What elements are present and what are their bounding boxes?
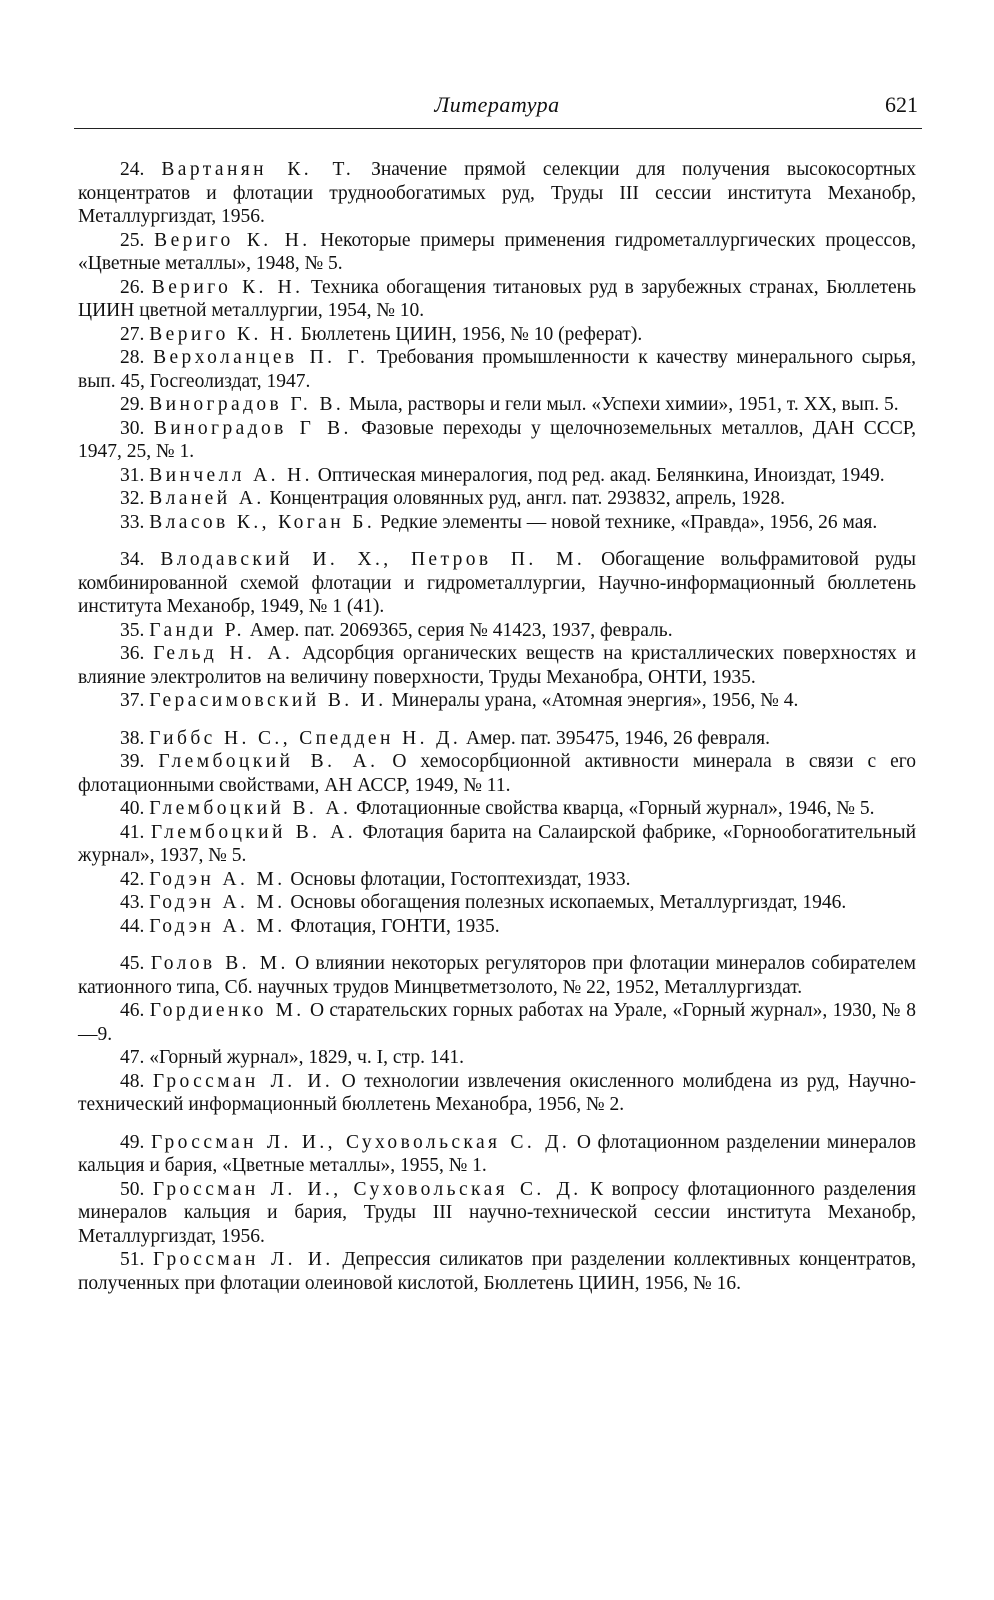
reference-number: 33. xyxy=(120,511,145,533)
reference-number: 48. xyxy=(120,1070,145,1092)
reference-text: Минералы урана, «Атомная энергия», 1956, № 4. xyxy=(391,690,799,711)
reference-item xyxy=(78,511,916,535)
reference-number: 39. xyxy=(120,751,145,772)
reference-authors: Годэн А. М. xyxy=(149,868,286,890)
reference-text: Мыла, растворы и гели мыл. «Успехи химии», 1951, т. XX, вып. 5. xyxy=(349,394,899,415)
reference-item xyxy=(78,999,916,1046)
reference-text: О флотационном разделении минералов кальция и бария, «Цветные металлы», 1955, № 1. xyxy=(78,1131,917,1176)
page-header xyxy=(76,92,918,132)
reference-text: Требования промышленности к качеству минерального сырья, вып. 45, Госгеолиздат, 1947. xyxy=(78,347,917,392)
reference-text: Флотационные свойства кварца, «Горный журнал», 1946, № 5. xyxy=(356,798,875,819)
reference-authors: Вланей А. xyxy=(149,488,265,509)
reference-authors: Гельд Н. А. xyxy=(153,643,294,664)
reference-item xyxy=(78,1131,916,1178)
reference-item xyxy=(78,487,916,511)
reference-text: Концентрация оловянных руд, англ. пат. 293832, апрель, 1928. xyxy=(269,488,785,509)
reference-text: Флотация барита на Салаирской фабрике, «Горнообогатительный журнал», 1937, № 5. xyxy=(78,821,917,866)
reference-item xyxy=(78,464,916,488)
reference-number: 42. xyxy=(120,868,145,890)
reference-item xyxy=(78,158,916,229)
reference-text: О старательских горных работах на Урале, «Горный журнал», 1930, № 8—9. xyxy=(78,1000,917,1045)
reference-item xyxy=(78,821,916,868)
reference-number: 47. xyxy=(120,1047,145,1068)
reference-number: 43. xyxy=(120,892,145,913)
reference-number: 30. xyxy=(120,417,145,439)
reference-item xyxy=(78,276,916,323)
reference-number: 44. xyxy=(120,915,145,937)
reference-text: Амер. пат. 2069365, серия № 41423, 1937, февраль. xyxy=(249,619,673,641)
reference-number: 45. xyxy=(120,953,145,974)
reference-list xyxy=(78,158,916,1295)
reference-number: 27. xyxy=(120,323,145,345)
reference-item xyxy=(78,1070,916,1117)
reference-authors: Верхоланцев П. Г. xyxy=(153,347,369,368)
reference-item xyxy=(78,548,916,619)
reference-authors: Гроссман Л. И. xyxy=(153,1249,334,1270)
reference-number: 36. xyxy=(120,643,145,664)
reference-authors: Винчелл А. Н. xyxy=(149,464,313,486)
reference-item xyxy=(78,952,916,999)
reference-number: 37. xyxy=(120,690,145,711)
reference-text: О хемосорбционной активности минерала в связи с его флотационными свойствами, АН АССР, 1949, № 11. xyxy=(78,751,917,796)
reference-item xyxy=(78,323,916,347)
reference-authors: Виноградов Г В. xyxy=(153,417,352,439)
reference-item xyxy=(78,891,916,915)
reference-text: Редкие элементы — новой технике, «Правда», 1956, 26 мая. xyxy=(380,511,878,533)
reference-item xyxy=(78,642,916,689)
reference-authors: Вартанян К. Т. xyxy=(161,159,355,180)
reference-authors: Глембоцкий В. А. xyxy=(149,798,352,819)
reference-authors: Гордиенко М. xyxy=(149,1000,305,1021)
reference-number: 38. xyxy=(120,727,145,749)
reference-authors: Глембоцкий В. А. xyxy=(158,751,379,772)
reference-number: 34. xyxy=(120,549,145,570)
reference-number: 35. xyxy=(120,619,145,641)
reference-authors: Вериго К. Н. xyxy=(154,229,311,251)
reference-item xyxy=(78,797,916,821)
reference-number: 40. xyxy=(120,798,145,819)
reference-number: 24. xyxy=(120,159,145,180)
reference-text: О влиянии некоторых регуляторов при флотации минералов собирателем катионного типа, Сб. научных трудов Минцветметзолото, № 22, 1952, Металлургиздат. xyxy=(78,953,916,998)
reference-item xyxy=(78,1046,916,1070)
reference-authors: Вериго К. Н. xyxy=(151,276,304,298)
reference-item xyxy=(78,393,916,417)
reference-number: 32. xyxy=(120,488,145,509)
reference-number: 41. xyxy=(120,821,145,843)
reference-item xyxy=(78,619,916,643)
reference-item xyxy=(78,417,916,464)
reference-item xyxy=(78,750,916,797)
reference-item xyxy=(78,346,916,393)
reference-text: Основы флотации, Гостоптехиздат, 1933. xyxy=(290,868,631,890)
running-title: Литература xyxy=(434,92,560,117)
reference-text: Оптическая минералогия, под ред. акад. Белянкина, Иноиздат, 1949. xyxy=(317,464,885,486)
reference-number: 49. xyxy=(120,1131,145,1153)
reference-authors: Голов В. М. xyxy=(150,953,289,974)
reference-text: Депрессия силикатов при разделении коллективных концентратов, полученных при флотации олеиновой кислотой, Бюллетень ЦИИН, 1956, № 16. xyxy=(78,1249,917,1294)
page-number: 621 xyxy=(885,92,918,117)
reference-text: «Горный журнал», 1829, ч. I, стр. 141. xyxy=(149,1047,464,1068)
reference-authors: Глембоцкий В. А. xyxy=(150,821,357,843)
reference-authors: Гроссман Л. И. xyxy=(152,1070,334,1092)
reference-text: Адсорбция органических веществ на кристаллических поверхностях и влияние электролитов на величину поверхности, Труды Механобра, ОНТИ, 1935. xyxy=(78,643,917,688)
reference-text: Техника обогащения титановых руд в зарубежных странах, Бюллетень ЦИИН цветной металлургии, 1954, № 10. xyxy=(78,276,916,321)
reference-text: К вопросу флотационного разделения минералов кальция и бария, Труды III научно-технической сессии института Механобр, Металлургиздат, 1956. xyxy=(78,1178,916,1247)
reference-number: 25. xyxy=(120,229,145,251)
reference-authors: Годэн А. М. xyxy=(149,892,286,913)
reference-item xyxy=(78,689,916,713)
reference-text: О технологии извлечения окисленного молибдена из руд, Научно-технический информационный бюллетень Механобра, 1956, № 2. xyxy=(78,1070,917,1115)
reference-item xyxy=(78,1248,916,1295)
reference-authors: Ганди Р. xyxy=(149,619,245,641)
reference-authors: Гиббс Н. С., Спедден Н. Д. xyxy=(149,727,462,749)
reference-text: Амер. пат. 395475, 1946, 26 февраля. xyxy=(466,727,770,749)
reference-text: Флотация, ГОНТИ, 1935. xyxy=(290,915,500,937)
reference-number: 50. xyxy=(120,1178,145,1200)
reference-authors: Вериго К. Н. xyxy=(149,323,296,345)
reference-authors: Виноградов Г. В. xyxy=(149,394,345,415)
reference-item xyxy=(78,915,916,939)
header-rule xyxy=(74,128,922,129)
reference-text: Значение прямой селекции для получения высокосортных концентратов и флотации труднообогатимых руд, Труды III сессии института Механобр, Металлургиздат, 1956. xyxy=(78,159,917,227)
reference-authors: Влодавский И. Х., Петров П. М. xyxy=(160,549,586,570)
reference-number: 26. xyxy=(120,276,145,298)
reference-authors: Гроссман Л. И., Суховольская С. Д. xyxy=(152,1178,582,1200)
reference-authors: Власов К., Коган Б. xyxy=(149,511,376,533)
reference-item xyxy=(78,727,916,751)
reference-item xyxy=(78,868,916,892)
reference-text: Бюллетень ЦИИН, 1956, № 10 (реферат). xyxy=(300,323,643,345)
reference-text: Фазовые переходы у щелочноземельных металлов, ДАН СССР, 1947, 25, № 1. xyxy=(78,417,917,462)
reference-number: 46. xyxy=(120,1000,145,1021)
reference-authors: Гроссман Л. И., Суховольская С. Д. xyxy=(151,1131,571,1153)
reference-authors: Герасимовский В. И. xyxy=(149,690,387,711)
reference-text: Основы обогащения полезных ископаемых, Металлургиздат, 1946. xyxy=(290,892,847,913)
reference-number: 28. xyxy=(120,347,145,368)
reference-number: 29. xyxy=(120,394,145,415)
reference-item xyxy=(78,1178,916,1249)
reference-number: 51. xyxy=(120,1249,145,1270)
reference-text: Обогащение вольфрамитовой руды комбинированной схемой флотации и гидрометаллургии, Научно-информационный бюллетень института Механобр, 1949, № 1 (41). xyxy=(78,549,917,617)
reference-text: Некоторые примеры применения гидрометаллургических процессов, «Цветные металлы», 1948, № 5. xyxy=(78,229,916,274)
reference-number: 31. xyxy=(120,464,145,486)
reference-item xyxy=(78,229,916,276)
reference-authors: Годэн А. М. xyxy=(149,915,286,937)
